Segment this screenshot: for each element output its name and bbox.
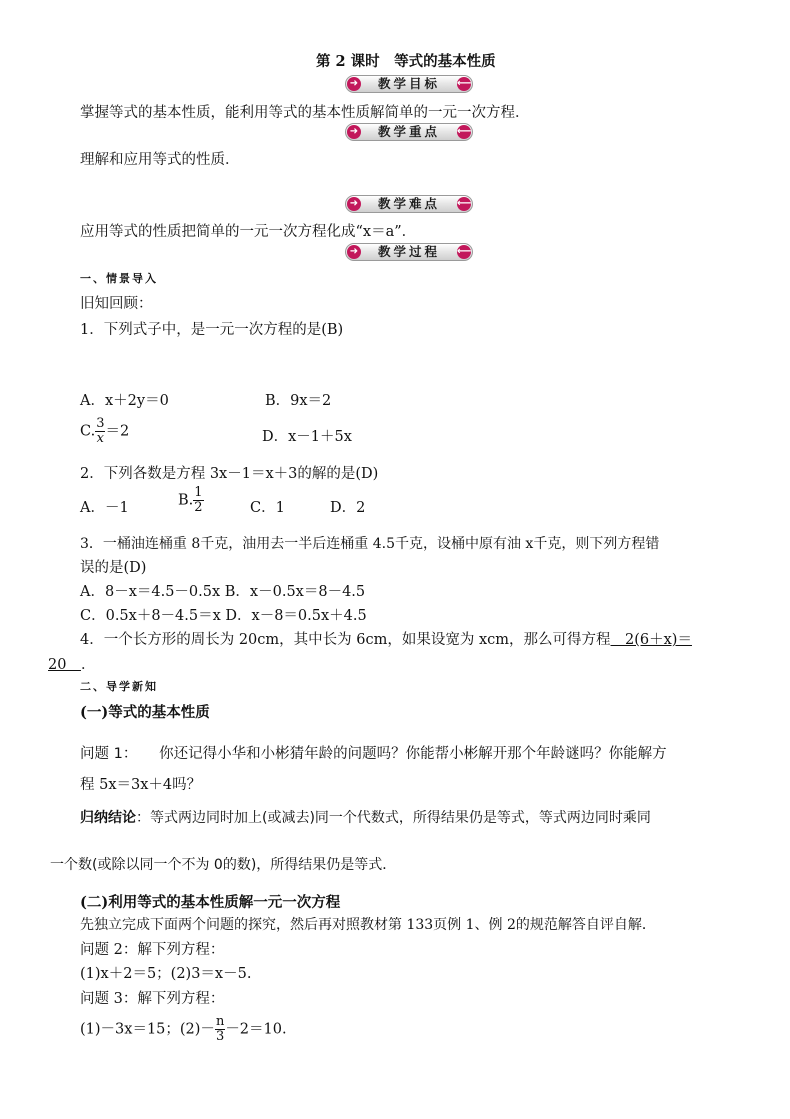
instruction-text: 先独立完成下面两个问题的探究，然后再对照教材第 133页例 1、例 2的规范解答自评自解． [80,917,656,933]
arrow-right-icon: ➜ [347,77,361,91]
problem-3-label: 问题 3：解下列方程： [80,991,225,1007]
banner-label: 教学目标 [377,76,440,91]
question-4-end: ． [80,657,96,673]
arrow-left-icon: ⟵ [457,78,472,89]
banner-objectives [345,75,473,93]
question-2-stem: 2．下列各数是方程 3x－1＝x＋3的解的是(D) [80,466,379,482]
question-3-options-row1: A．8－x＝4.5－0.5x B．x－0.5x＝8－4.5 [80,584,366,600]
arrow-right-icon: ➜ [347,245,361,259]
banner-label: 教学过程 [377,244,440,259]
arrow-left-icon: ⟵ [457,198,472,209]
arrow-left-icon: ⟵ [457,246,472,257]
conclusion-line2: 一个数(或除以同一个不为 0的数)，所得结果仍是等式． [50,857,397,873]
fraction-denominator: 3 [215,1029,225,1044]
arrow-left-icon: ⟵ [457,126,472,137]
problem-3-equations [80,1015,287,1044]
question-2-option-b [178,486,204,515]
question-1-option-a: A．x＋2y＝0 [80,393,169,409]
banner-label: 教学难点 [377,196,440,211]
problem-1-line2: 程 5x＝3x＋4吗？ [80,777,202,793]
page-title: 第 2 课时 等式的基本性质 [316,53,496,70]
problem-2-label: 问题 2：解下列方程： [80,942,225,958]
problem-3-prefix: (1)－3x＝15；(2)－ [80,1021,215,1038]
question-3-options-row2: C．0.5x＋8－4.5＝x D．x－8＝0.5x＋4.5 [80,608,367,624]
key-points-text: 理解和应用等式的性质． [80,152,240,168]
problem-3-rest: －2＝10. [225,1021,287,1038]
fraction-denominator: 2 [194,500,203,515]
question-2-option-a: A．－1 [80,500,129,516]
question-1-option-b: B．9x＝2 [265,393,332,409]
option-c-prefix: C. [80,423,96,440]
banner-difficulties [345,195,473,213]
question-2-option-d: D．2 [330,500,366,516]
fraction-numerator: n [215,1014,225,1029]
question-3-stem-line2: 误的是(D) [80,560,147,576]
section-heading-1: 一、情景导入 [80,272,158,285]
fraction-denominator: x [96,431,104,446]
question-4-continuation [48,653,95,674]
difficulties-text: 应用等式的性质把简单的一元一次方程化成“x＝a”． [80,224,417,240]
fraction [215,1015,225,1044]
question-1-option-d: D．x－1＋5x [262,429,352,445]
subsection-heading-1: (一)等式的基本性质 [80,704,210,721]
question-3-stem-line1: 3．一桶油连桶重 8千克，油用去一半后连桶重 4.5千克，设桶中原有油 x千克，则下列方程错 [80,536,660,552]
question-1-option-c [80,417,129,446]
objectives-text: 掌握等式的基本性质，能利用等式的基本性质解简单的一元一次方程． [80,105,530,121]
section-heading-2: 二、导学新知 [80,680,158,693]
conclusion-text: ：等式两边同时加上(或减去)同一个代数式，所得结果仍是等式，等式两边同时乘同 [136,810,651,826]
question-4-answer-part1: 2(6＋x)＝ [610,632,692,648]
option-c-rest: ＝2 [105,423,130,440]
fraction-numerator: 1 [194,485,203,500]
problem-2-equations: (1)x＋2＝5；(2)3＝x－5. [80,966,252,982]
question-2-option-c: C．1 [250,500,285,516]
subsection-heading-2: (二)利用等式的基本性质解一元一次方程 [80,894,341,911]
banner-process [345,243,473,261]
review-label: 旧知回顾： [80,296,153,312]
option-b-prefix: B. [178,492,194,509]
banner-key-points [345,123,473,141]
problem-1-line1: 问题 1： 你还记得小华和小彬猜年龄的问题吗？你能帮小彬解开那个年龄谜吗？你能解方 [80,746,667,762]
arrow-right-icon: ➜ [347,125,361,139]
fraction [193,486,203,515]
fraction-numerator: 3 [96,416,105,431]
question-1-stem: 1．下列式子中，是一元一次方程的是(B) [80,322,344,338]
banner-label: 教学重点 [377,124,440,139]
conclusion-label: 归纳结论 [80,810,136,826]
arrow-right-icon: ➜ [347,197,361,211]
conclusion-line1 [80,807,651,827]
question-4-answer-part2: 20 [48,657,81,673]
question-4-text [80,628,692,649]
fraction [95,417,105,446]
question-4-stem: 4．一个长方形的周长为 20cm，其中长为 6cm，如果设宽为 xcm，那么可得方程 [80,632,611,648]
